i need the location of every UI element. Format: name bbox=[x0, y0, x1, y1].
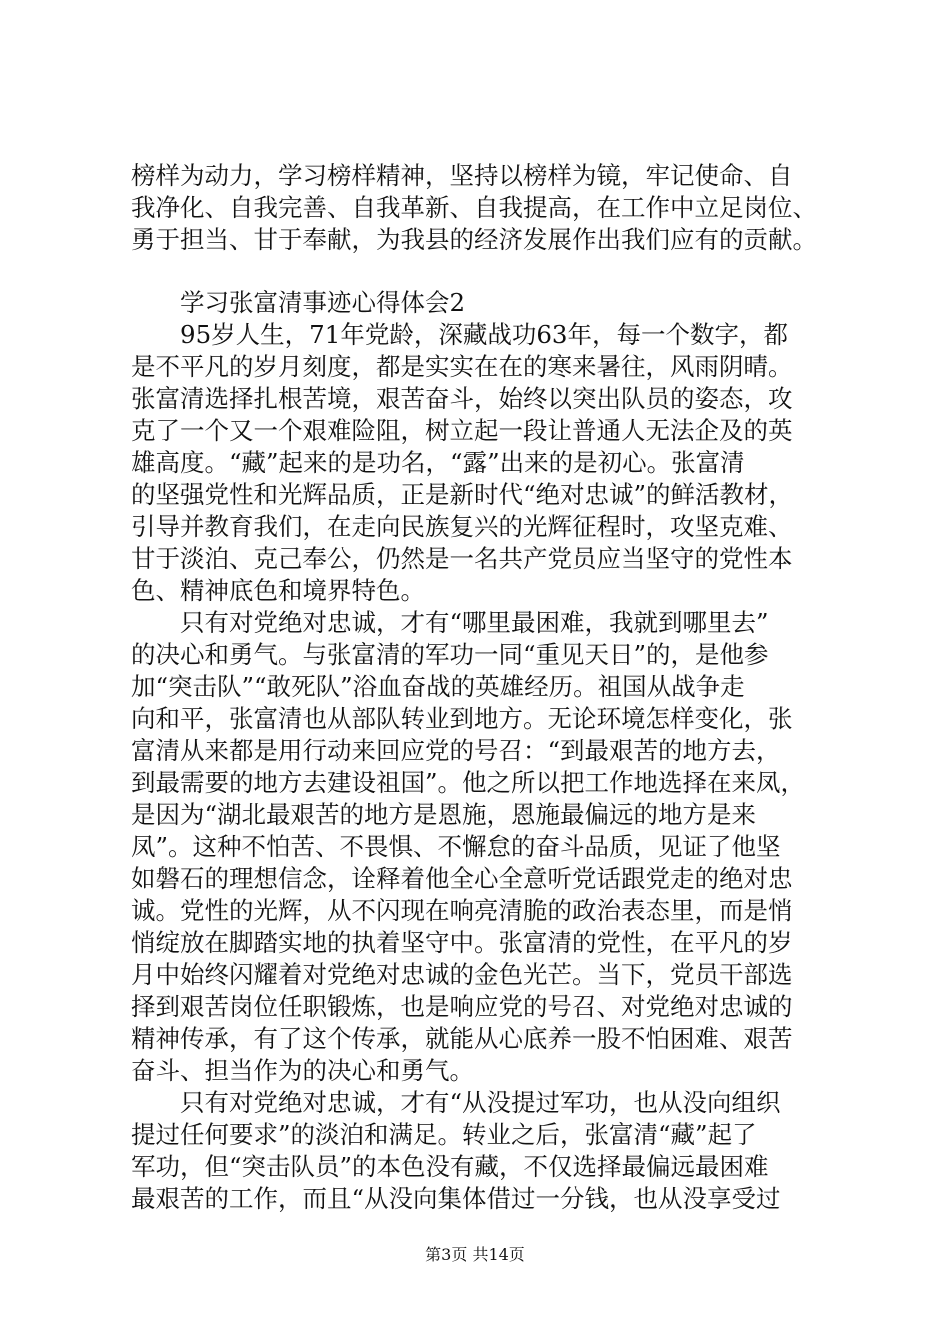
text-line: 最艰苦的工作，而且“从没向集体借过一分钱，也从没享受过 bbox=[131, 1184, 781, 1213]
text-line: 月中始终闪耀着对党绝对忠诚的金色光芒。当下，党员干部选 bbox=[131, 960, 793, 989]
text-line: 只有对党绝对忠诚，才有“从没提过军功，也从没向组织 bbox=[180, 1088, 781, 1117]
text-line: 是因为“湖北最艰苦的地方是恩施，恩施最偏远的地方是来 bbox=[131, 800, 757, 829]
text-line: 只有对党绝对忠诚，才有“哪里最困难，我就到哪里去” bbox=[180, 608, 769, 637]
text-line: 择到艰苦岗位任职锻炼，也是响应党的号召、对党绝对忠诚的 bbox=[131, 992, 793, 1021]
text-line: 精神传承，有了这个传承，就能从心底养一股不怕困难、艰苦 bbox=[131, 1024, 793, 1053]
page-footer: 第3页 共14页 bbox=[425, 1245, 525, 1264]
text-line: 加“突击队”“敢死队”浴血奋战的英雄经历。祖国从战争走 bbox=[131, 672, 745, 701]
text-line: 富清从来都是用行动来回应党的号召：“到最艰苦的地方去， bbox=[131, 736, 781, 765]
text-line: 凤”。这种不怕苦、不畏惧、不懈怠的奋斗品质，见证了他坚 bbox=[131, 832, 781, 861]
text-line: 张富清选择扎根苦境，艰苦奋斗，始终以突出队员的姿态，攻 bbox=[131, 384, 793, 413]
text-line: 雄高度。“藏”起来的是功名，“露”出来的是初心。张富清 bbox=[131, 448, 745, 477]
text-line: 色、精神底色和境界特色。 bbox=[131, 576, 425, 605]
text-line: 到最需要的地方去建设祖国”。他之所以把工作地选择在来凤， bbox=[131, 768, 806, 797]
text-line: 的坚强党性和光辉品质，正是新时代“绝对忠诚”的鲜活教材， bbox=[131, 480, 794, 509]
text-line: 甘于淡泊、克己奉公，仍然是一名共产党员应当坚守的党性本 bbox=[131, 544, 793, 573]
text-line: 提过任何要求”的淡泊和满足。转业之后，张富清“藏”起了 bbox=[131, 1120, 757, 1149]
text-line: 向和平，张富清也从部队转业到地方。无论环境怎样变化，张 bbox=[131, 704, 793, 733]
text-line: 勇于担当、甘于奉献，为我县的经济发展作出我们应有的贡献。 bbox=[131, 225, 817, 254]
section-heading: 学习张富清事迹心得体会2 bbox=[180, 288, 466, 317]
text-line: 的决心和勇气。与张富清的军功一同“重见天日”的，是他参 bbox=[131, 640, 769, 669]
text-line: 诚。党性的光辉，从不闪现在响亮清脆的政治表态里，而是悄 bbox=[131, 896, 793, 925]
text-line: 奋斗、担当作为的决心和勇气。 bbox=[131, 1056, 474, 1085]
text-line: 克了一个又一个艰难险阻，树立起一段让普通人无法企及的英 bbox=[131, 416, 793, 445]
text-line: 悄绽放在脚踏实地的执着坚守中。张富清的党性，在平凡的岁 bbox=[131, 928, 793, 957]
text-line: 引导并教育我们，在走向民族复兴的光辉征程时，攻坚克难、 bbox=[131, 512, 793, 541]
text-line: 95岁人生，71年党龄，深藏战功63年，每一个数字，都 bbox=[180, 320, 789, 349]
text-line: 我净化、自我完善、自我革新、自我提高，在工作中立足岗位、 bbox=[131, 193, 817, 222]
text-line: 榜样为动力，学习榜样精神，坚持以榜样为镜，牢记使命、自 bbox=[131, 161, 793, 190]
text-line: 如磐石的理想信念，诠释着他全心全意听党话跟党走的绝对忠 bbox=[131, 864, 793, 893]
text-line: 军功，但“突击队员”的本色没有藏，不仅选择最偏远最困难 bbox=[131, 1152, 769, 1181]
text-line: 是不平凡的岁月刻度，都是实实在在的寒来暑往，风雨阴晴。 bbox=[131, 352, 793, 381]
